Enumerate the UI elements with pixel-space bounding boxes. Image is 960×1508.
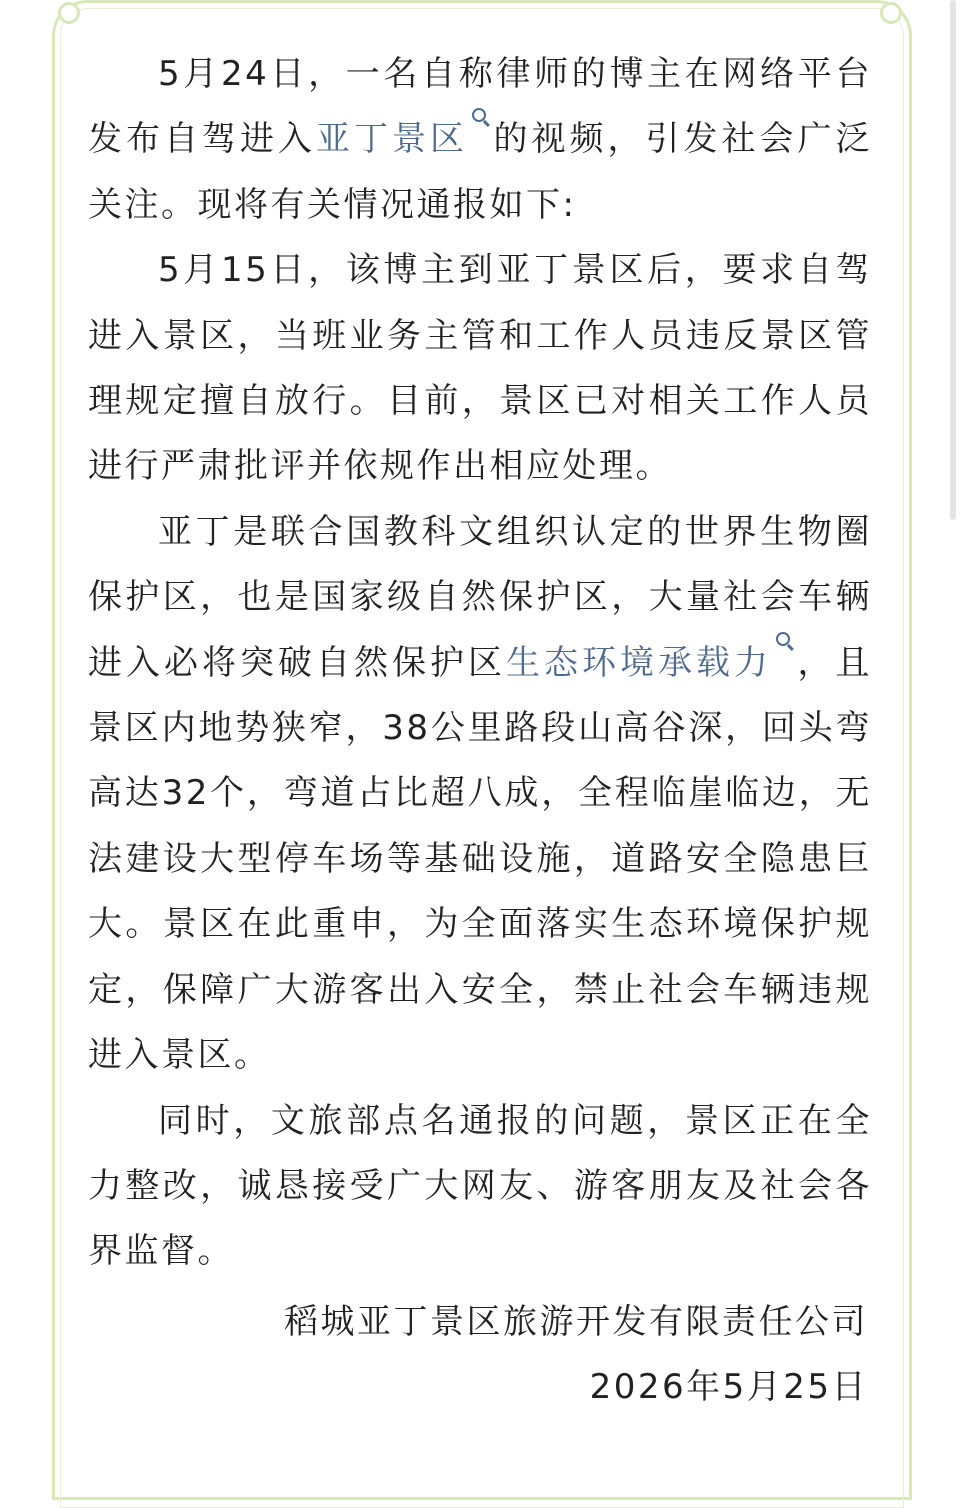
paragraph-1-text-after: 的视频，引发社会广泛关注。现将有关情况通报如下: [88, 119, 872, 225]
keyword-link-carrying-capacity[interactable]: 生态环境承载力 [506, 642, 772, 683]
issue-date: 2026年5月25日 [589, 1367, 868, 1407]
notice-body [88, 42, 872, 1285]
paragraph-3-text-after: ，且景区内地势狭窄，38公里路段山高谷深，回头弯高达32个，弯道占比超八成，全程临崖临边，无法建设大型停车场等基础设施，道路安全隐患巨大。景区在此重申，为全面落实生态环境保护规定，保障广大游客出入安全，禁止社会车辆违规进入景区。 [88, 642, 872, 1076]
paragraph-1 [88, 42, 872, 238]
paragraph-1-text-before: 5月24日，一名自称律师的博主在网络平台发布自驾进入 [88, 54, 872, 160]
signature-block [168, 1290, 868, 1420]
keyword-link-yading[interactable]: 亚丁景区 [316, 119, 468, 160]
search-icon[interactable] [472, 108, 486, 122]
corner-ornament-right [880, 2, 902, 24]
paragraph-3-text-before: 亚丁是联合国教科文组织认定的世界生物圈保护区，也是国家级自然保护区，大量社会车辆进入必将突破自然保护区 [88, 511, 872, 683]
corner-ornament-left [58, 2, 80, 24]
search-icon[interactable] [776, 632, 790, 646]
paragraph-4: 同时，文旅部点名通报的问题，景区正在全力整改，诚恳接受广大网友、游客朋友及社会各界监督。 [88, 1100, 872, 1272]
issuer-name: 稻城亚丁景区旅游开发有限责任公司 [284, 1302, 868, 1342]
paragraph-2: 5月15日，该博主到亚丁景区后，要求自驾进入景区，当班业务主管和工作人员违反景区管理规定擅自放行。目前，景区已对相关工作人员进行严肃批评并依规作出相应处理。 [88, 250, 872, 487]
paragraph-3 [88, 500, 872, 1089]
scrollbar[interactable] [950, 0, 956, 520]
